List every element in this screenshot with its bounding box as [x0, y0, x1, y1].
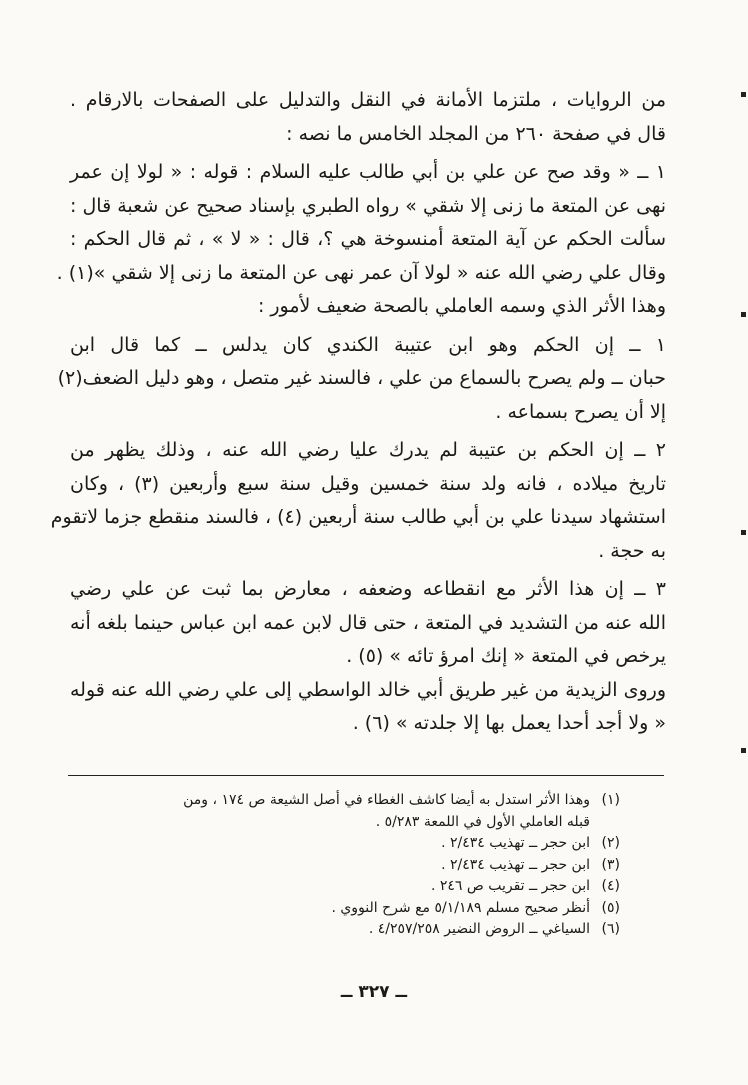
footnote-number: (٣): [601, 856, 620, 873]
edge-mark: [741, 530, 746, 535]
main-text: [50, 84, 666, 741]
text-line: نهى عن المتعة ما زنى إلا شقي » رواه الطبري بإسناد صحيح عن شعبة قال :: [70, 194, 666, 217]
footnote-text: أنظر صحيح مسلم ٥/١/١٨٩ مع شرح النووي .: [331, 899, 590, 916]
text-line: وهذا الأثر الذي وسمه العاملي بالصحة ضعيف لأمور :: [257, 295, 666, 317]
footnotes: [80, 790, 620, 941]
text-line: ٣ ــ إن هذا الأثر مع انقطاعه وضعفه ، معارض بما ثبت عن علي رضي: [70, 578, 666, 600]
text-line: ١ ــ إن الحكم وهو ابن عتيبة الكندي كان يدلس ــ كما قال ابن: [70, 333, 666, 356]
text-line: حبان ــ ولم يصرح بالسماع من علي ، فالسند غير متصل ، وهو دليل الضعف(٢): [57, 367, 666, 389]
text-line: إلا أن يصرح بسماعه .: [495, 400, 666, 423]
footnote-text: السياغي ــ الروض النضير ٤/٢٥٧/٢٥٨ .: [368, 921, 590, 937]
footnote: [80, 876, 620, 898]
footnote-number: (٢): [601, 835, 620, 851]
page-number: ــ ٣٢٧ ــ: [340, 982, 408, 1002]
text-line: سألت الحكم عن آية المتعة أمنسوخة هي ؟، قال : « لا » ، ثم قال الحكم :: [70, 228, 666, 250]
footnote: [80, 812, 620, 834]
text-line: ١ ــ « وقد صح عن علي بن أبي طالب عليه السلام : قوله : « لولا إن عمر: [70, 161, 666, 183]
text-line: وقال علي رضي الله عنه « لولا آن عمر نهى عن المتعة ما زنى إلا شقي »(١) .: [56, 261, 666, 284]
footnote-text: قبله العاملي الأول في اللمعة ٥/٢٨٣ .: [375, 813, 590, 830]
text-line: يرخص في المتعة « إنك امرؤ تائه » (٥) .: [346, 645, 666, 667]
footnote-text: ابن حجر ــ تهذيب ٢/٤٣٤ .: [441, 835, 590, 851]
text-line: تاريخ ميلاده ، فانه ولد سنة خمسين وقيل سنة سبع وأربعين (٣) ، وكان: [70, 472, 666, 495]
text-line: قال في صفحة ٢٦٠ من المجلد الخامس ما نصه :: [286, 122, 666, 145]
footnote-number: (١): [601, 792, 620, 808]
text-line: « ولا أجد أحدا يعمل بها إلا جلدته » (٦) .: [352, 712, 666, 734]
footnote-number: (٥): [601, 899, 620, 916]
footnote-number: (٦): [601, 921, 620, 937]
edge-mark: [741, 312, 746, 317]
text-line: به حجة .: [598, 539, 666, 562]
footnote-number: (٤): [601, 878, 620, 894]
footnote-divider: [68, 775, 664, 776]
footnote: [80, 919, 620, 941]
footnote: [80, 855, 620, 877]
footnote: [80, 790, 620, 812]
text-line: استشهاد سيدنا علي بن أبي طالب سنة أربعين (٤) ، فالسند منقطع جزما لاتقوم: [50, 506, 666, 528]
edge-mark: [741, 748, 746, 753]
footnote: [80, 898, 620, 920]
footnote-text: ابن حجر ــ تهذيب ٢/٤٣٤ .: [441, 856, 590, 873]
edge-mark: [741, 92, 746, 97]
text-line: من الروايات ، ملتزما الأمانة في النقل والتدليل على الصفحات بالارقام .: [70, 89, 666, 111]
footnote-text: ابن حجر ــ تقريب ص ٢٤٦ .: [430, 878, 590, 894]
text-line: وروى الزيدية من غير طريق أبي خالد الواسطي إلى علي رضي الله عنه قوله: [70, 678, 666, 701]
text-line: ٢ ــ إن الحكم بن عتيبة لم يدرك عليا رضي الله عنه ، وذلك يظهر من: [70, 439, 666, 461]
text-line: الله عنه من التشديد في المتعة ، حتى قال لابن عمه ابن عباس حينما بلغه أنه: [70, 611, 666, 634]
footnote: [80, 833, 620, 855]
footnote-text: وهذا الأثر استدل به أيضا كاشف الغطاء في أصل الشيعة ص ١٧٤ ، ومن: [183, 792, 590, 808]
